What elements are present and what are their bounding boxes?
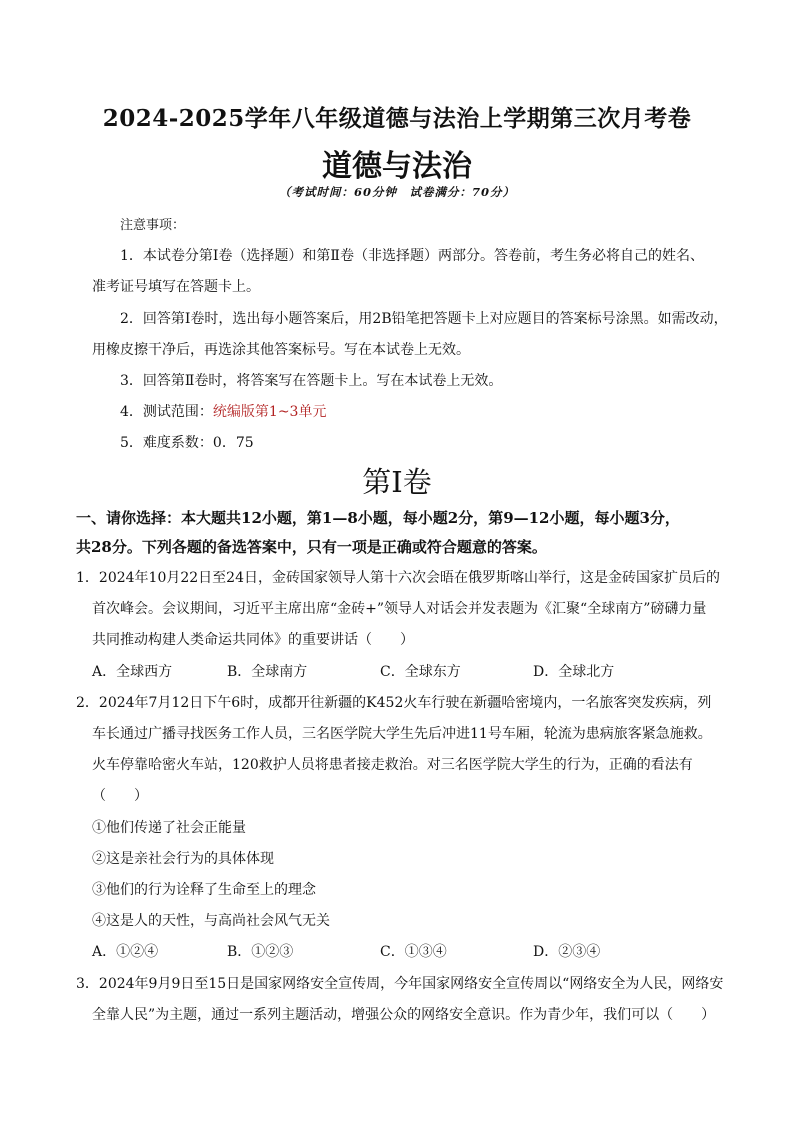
notice-heading: 注意事项： <box>120 218 186 233</box>
question-1-text-cont: 首次峰会。会议期间，习近平主席出席“金砖+”领导人对话会并发表题为《汇聚“全球南方”磅礴力量 <box>92 601 707 617</box>
question-2-option-c: C．①③④ <box>380 944 447 960</box>
question-1-option-d: D．全球北方 <box>533 664 615 680</box>
subject-title: 道德与法治 <box>322 149 472 184</box>
notice-item-4 <box>120 402 326 422</box>
question-3-text: 3．2024年9月9日至15日是国家网络安全宣传周，今年国家网络安全宣传周以“网络安全为人民，网络安 <box>76 976 724 992</box>
question-2-text-cont: 火车停靠哈密火车站，120救护人员将患者接走救治。对三名医学院大学生的行为，正确的看法有 <box>92 757 693 773</box>
question-3-text-cont: 全靠人民”为主题，通过一系列主题活动，增强公众的网络安全意识。作为青少年，我们可以（ ） <box>92 1007 716 1023</box>
notice-item-1: 1．本试卷分第Ⅰ卷（选择题）和第Ⅱ卷（非选择题）两部分。答卷前，考生务必将自己的姓名、 <box>120 248 704 264</box>
question-2-statement-3: ③他们的行为诠释了生命至上的理念 <box>92 882 316 898</box>
notice-item-3: 3．回答第Ⅱ卷时，将答案写在答题卡上。写在本试卷上无效。 <box>120 373 503 389</box>
section-instructions-cont: 共28分。下列各题的备选答案中，只有一项是正确或符合题意的答案。 <box>76 538 547 556</box>
question-1-option-b: B．全球南方 <box>227 664 308 680</box>
exam-title: 2024-2025学年八年级道德与法治上学期第三次月考卷 <box>102 105 692 132</box>
question-2-statement-4: ④这是人的天性，与高尚社会风气无关 <box>92 913 330 929</box>
notice-item-2: 2．回答第Ⅰ卷时，选出每小题答案后，用2B铅笔把答题卡上对应题目的答案标号涂黑。如需改动， <box>120 311 728 327</box>
question-1-text-cont: 共同推动构建人类命运共同体》的重要讲话（ ） <box>92 632 414 648</box>
question-1-option-c: C．全球东方 <box>380 664 461 680</box>
notice-item-1-cont: 准考证号填写在答题卡上。 <box>92 279 260 295</box>
section-instructions: 一、请你选择：本大题共12小题，第1—8小题，每小题2分，第9—12小题，每小题3分， <box>76 509 680 527</box>
question-2-option-a: A．①②④ <box>92 944 159 960</box>
notice-item-5: 5．难度系数：0．75 <box>120 435 254 451</box>
notice-item-4-label: 4．测试范围： <box>120 404 213 420</box>
question-1-option-a: A．全球西方 <box>92 664 173 680</box>
question-2-option-b: B．①②③ <box>227 944 294 960</box>
question-2-statement-1: ①他们传递了社会正能量 <box>92 820 246 836</box>
question-2-text: 2．2024年7月12日下午6时，成都开往新疆的K452火车行驶在新疆哈密境内，一名旅客突发疾病，列 <box>76 695 712 711</box>
part-title: 第Ⅰ卷 <box>362 465 432 499</box>
question-2-blank: （ ） <box>92 788 148 804</box>
notice-item-2-cont: 用橡皮擦干净后，再选涂其他答案标号。写在本试卷上无效。 <box>92 342 470 358</box>
question-2-text-cont: 车长通过广播寻找医务工作人员，三名医学院大学生先后冲进11号车厢，轮流为患病旅客紧急施救。 <box>92 726 712 742</box>
question-1-text: 1．2024年10月22日至24日，金砖国家领导人第十六次会晤在俄罗斯喀山举行，这是金砖国家扩员后的 <box>76 570 720 586</box>
test-scope: 统编版第1~3单元 <box>212 404 327 420</box>
exam-info: （考试时间：60分钟 试卷满分：70分） <box>278 185 515 199</box>
question-2-statement-2: ②这是亲社会行为的具体体现 <box>92 851 274 867</box>
question-2-option-d: D．②③④ <box>533 944 601 960</box>
